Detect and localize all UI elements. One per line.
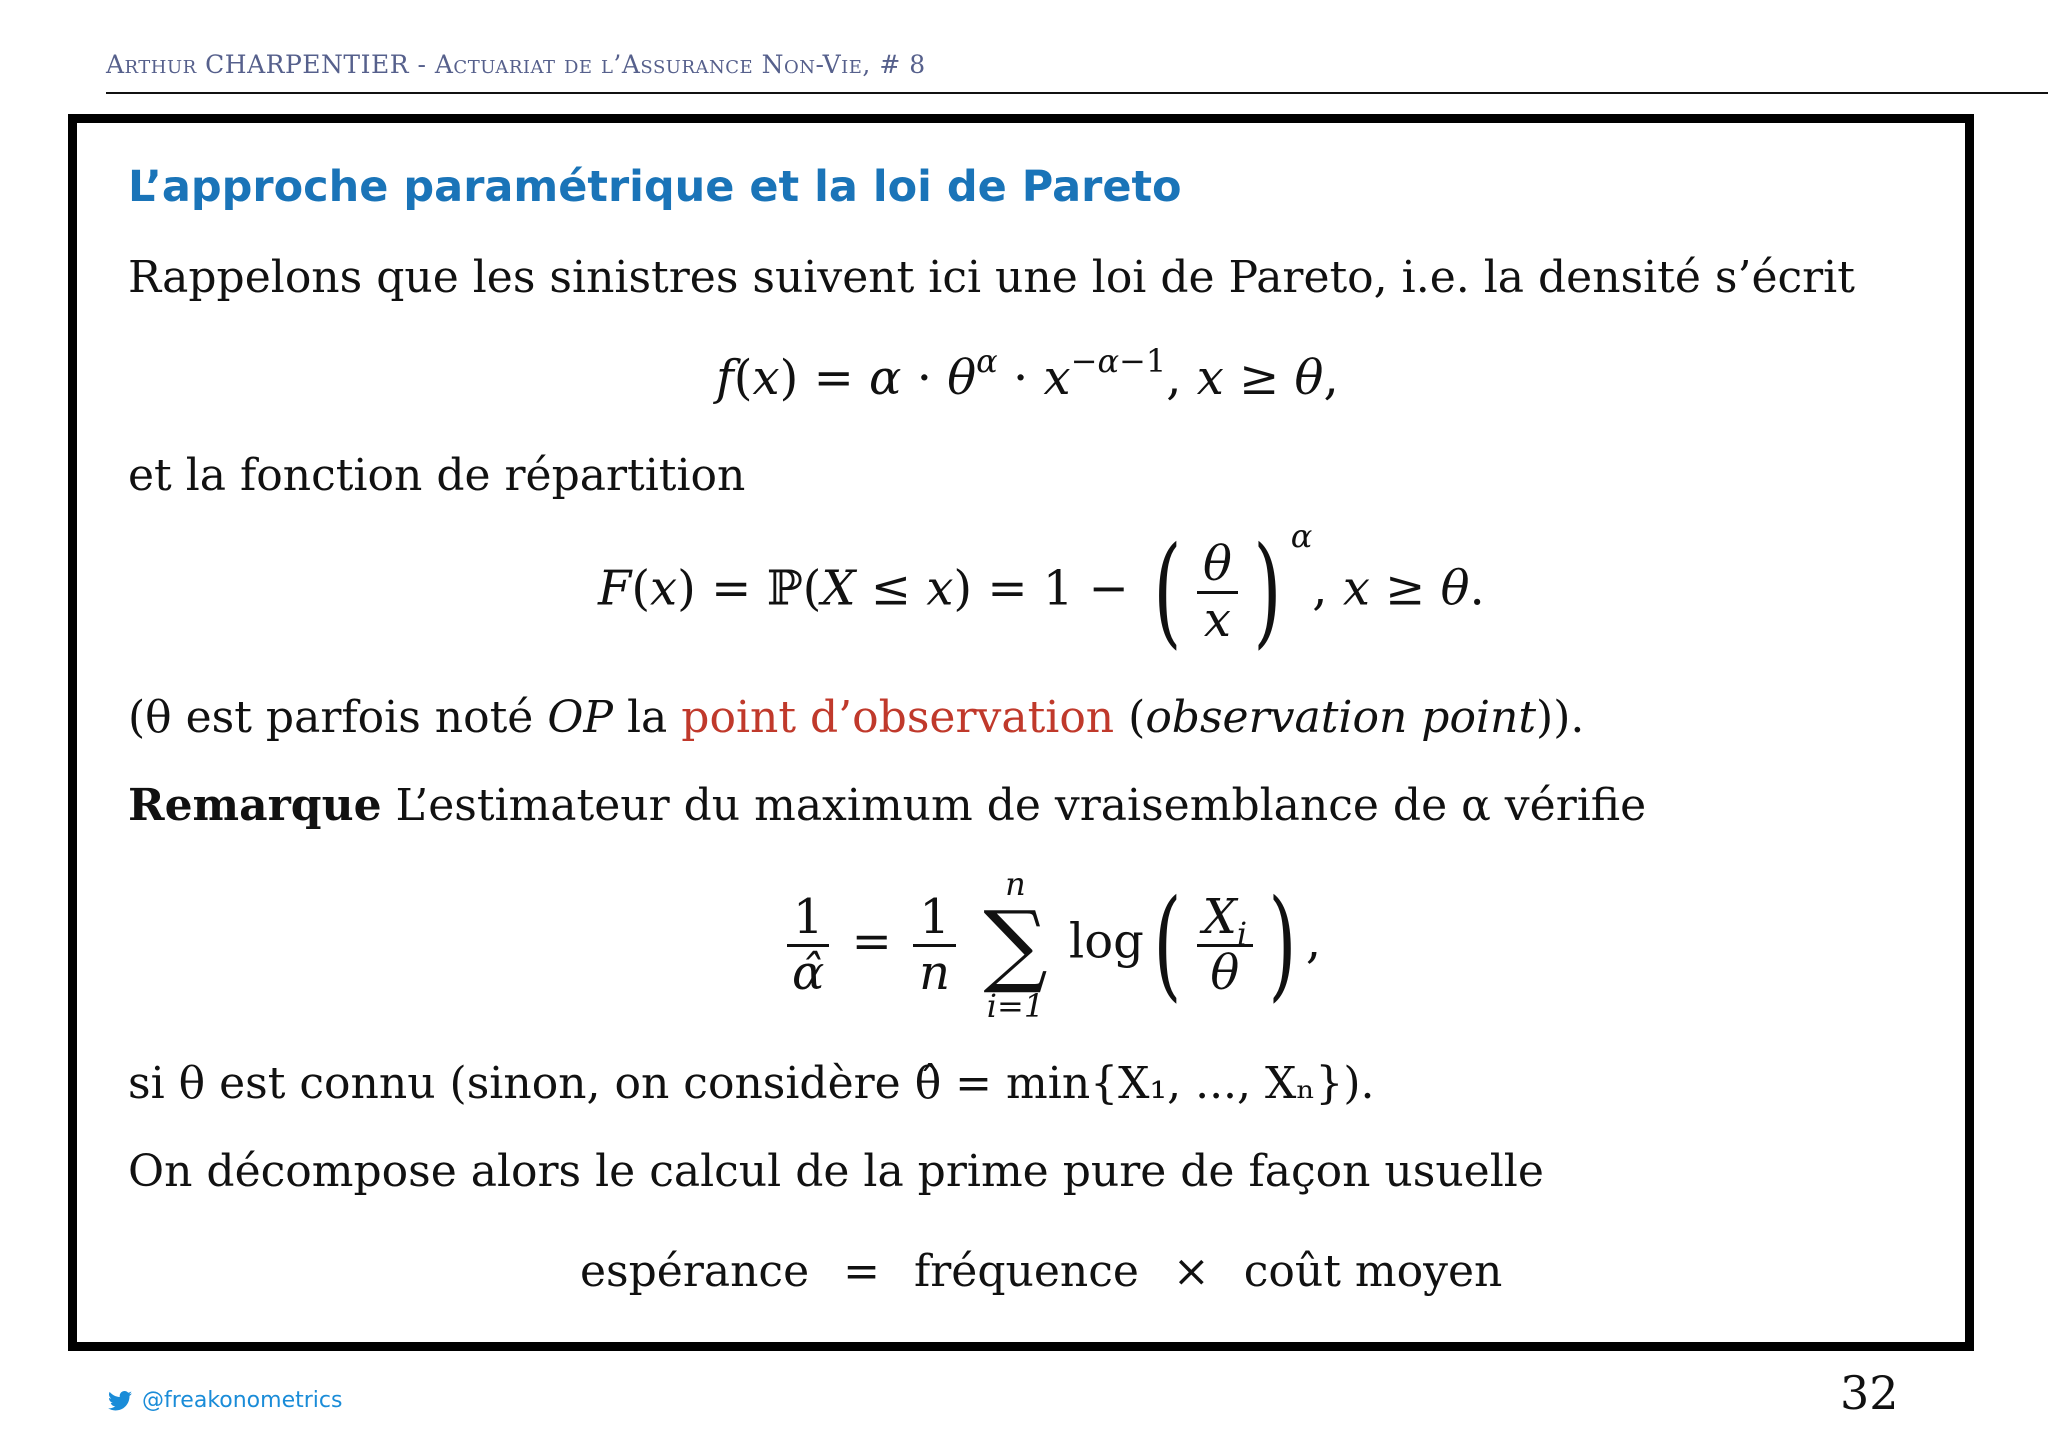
paragraph-remark (128, 780, 1646, 831)
paragraph-pareto-intro: Rappelons que les sinistres suivent ici une loi de Pareto, i.e. la densité s’écrit (128, 252, 1855, 303)
obs-la: la (613, 692, 682, 743)
twitter-handle[interactable] (108, 1388, 342, 1413)
premium-times: × (1172, 1246, 1210, 1297)
obs-open: ( (1114, 692, 1146, 743)
slide-title: L’approche paramétrique et la loi de Pareto (128, 162, 1182, 212)
remark-text: L’estimateur du maximum de vraisemblance de α vérifie (381, 780, 1647, 831)
remark-label: Remarque (128, 780, 382, 831)
twitter-icon (108, 1391, 132, 1411)
page-number: 32 (1840, 1366, 1899, 1420)
equation-premium (580, 1246, 1502, 1297)
obs-close: )). (1536, 692, 1585, 743)
paragraph-theta-known: si θ est connu (sinon, on considère θ̂ = min{X₁, ..., Xₙ}). (128, 1058, 1375, 1109)
equation-cdf: F(x) = ℙ(X ≤ x) = 1 − ( $\frac{\theta}{x}$ ) $^\alpha$, x ≥ θ. (598, 516, 1485, 661)
premium-expectation: espérance (580, 1246, 810, 1297)
equation-mle: $\frac{1}{\alphâ}$ = $\frac{1}{n}$ n ∑ i=1 log( $\frac{X_i}{\theta}$ ) , (780, 868, 1321, 1022)
premium-frequency: fréquence (913, 1246, 1139, 1297)
premium-equals: = (843, 1246, 880, 1297)
header-rule (106, 92, 2048, 94)
twitter-handle-text: @freakonometrics (142, 1388, 343, 1413)
paragraph-premium: On décompose alors le calcul de la prime pure de façon usuelle (128, 1146, 1544, 1197)
obs-highlight: point d’observation (681, 692, 1115, 743)
obs-op: OP (547, 692, 613, 743)
paragraph-cdf-intro: et la fonction de répartition (128, 450, 746, 501)
paragraph-observation-point (128, 692, 1584, 743)
premium-cost: coût moyen (1243, 1246, 1503, 1297)
equation-density: $f(x) = \alpha \cdot \theta^\alpha \cdot x^{-\alpha-1}$, x ≥ θ, (716, 342, 1339, 406)
header-title: Arthur CHARPENTIER - Actuariat de l’Assurance Non-Vie, # 8 (106, 50, 926, 79)
obs-text-before: (θ est parfois noté (128, 692, 548, 743)
obs-italic: observation point (1145, 692, 1537, 743)
